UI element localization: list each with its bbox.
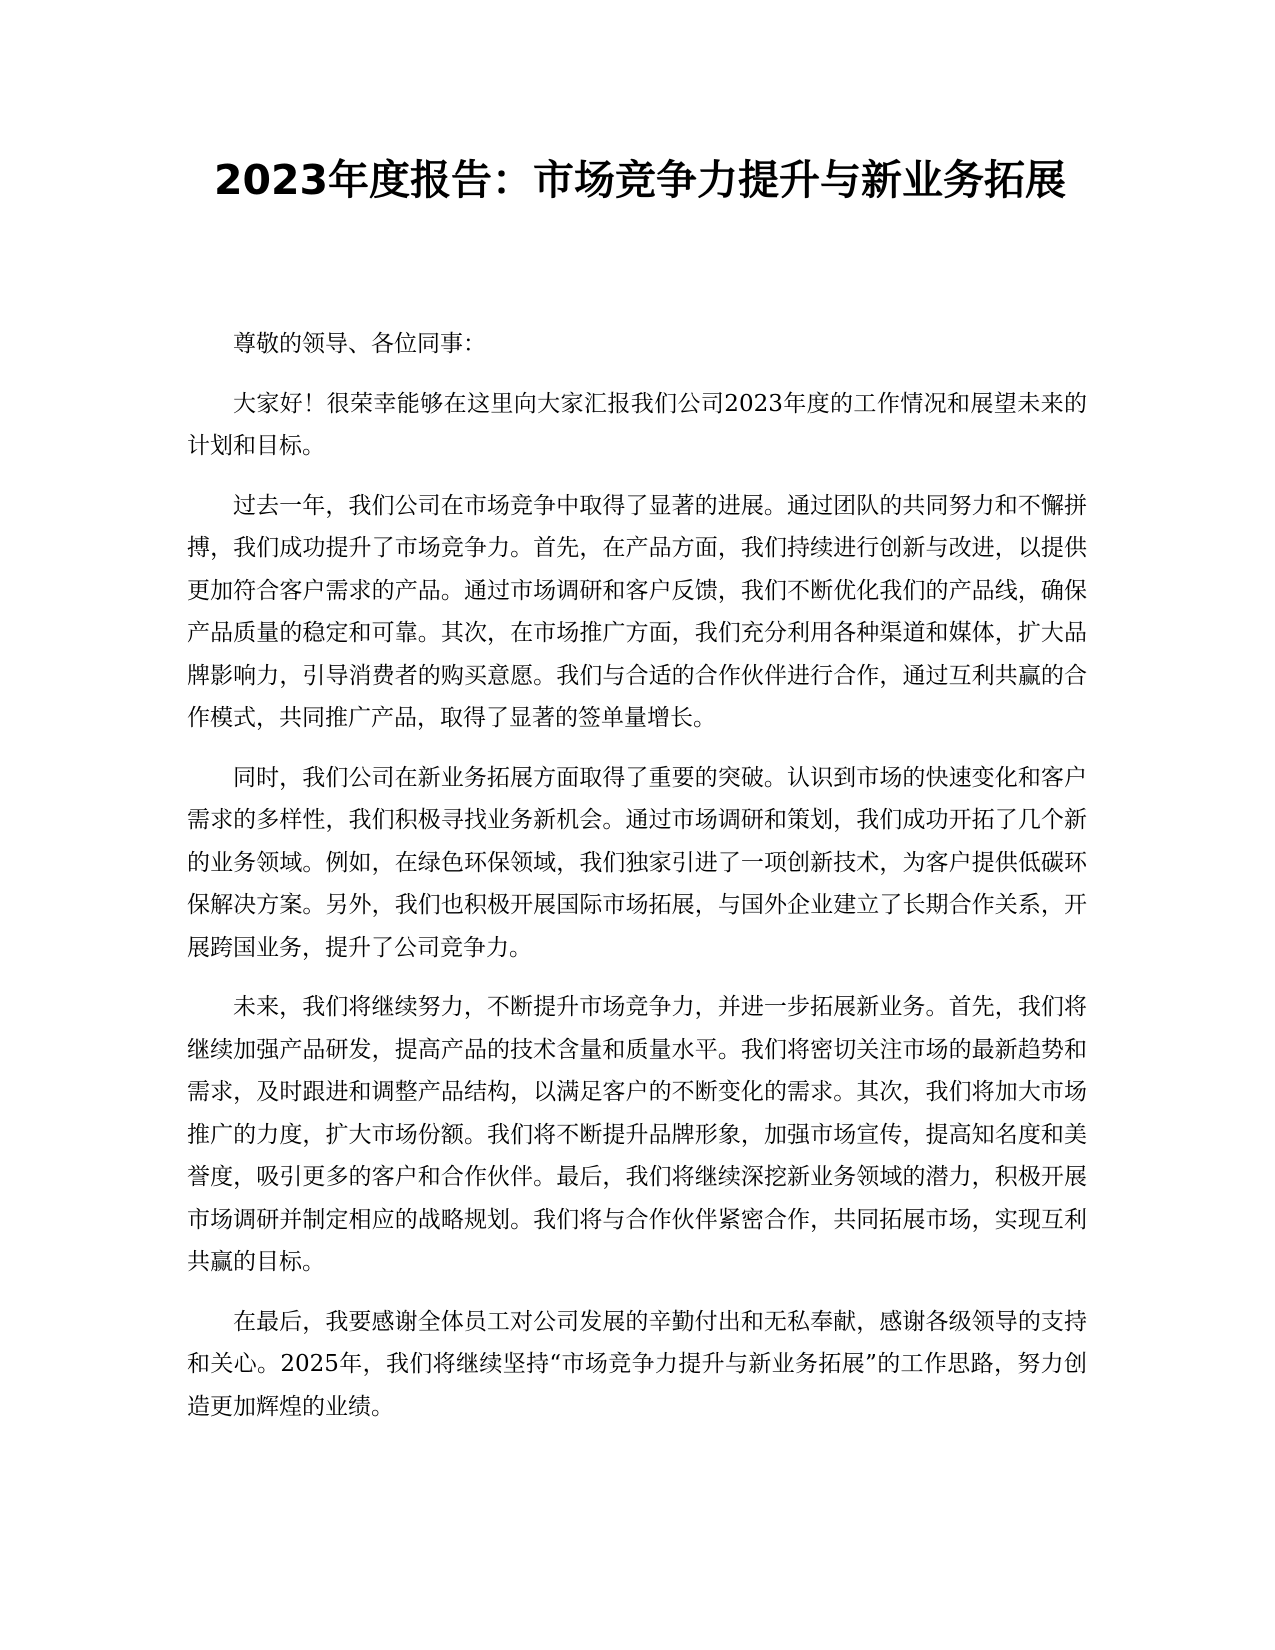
paragraph-closing: 在最后，我要感谢全体员工对公司发展的辛勤付出和无私奉献，感谢各级领导的支持和关心。2025年，我们将继续坚持“市场竞争力提升与新业务拓展”的工作思路，努力创造更加辉煌的业绩。 bbox=[187, 1308, 1087, 1420]
paragraph-past-year: 过去一年，我们公司在市场竞争中取得了显著的进展。通过团队的共同努力和不懈拼搏，我们成功提升了市场竞争力。首先，在产品方面，我们持续进行创新与改进，以提供更加符合客户需求的产品。通过市场调研和客户反馈，我们不断优化我们的产品线，确保产品质量的稳定和可靠。其次，在市场推广方面，我们充分利用各种渠道和媒体，扩大品牌影响力，引导消费者的购买意愿。我们与合适的合作伙伴进行合作，通过互利共赢的合作模式，共同推广产品，取得了显著的签单量增长。 bbox=[187, 492, 1087, 731]
paragraph-greeting: 大家好！很荣幸能够在这里向大家汇报我们公司2023年度的工作情况和展望未来的计划和目标。 bbox=[187, 390, 1087, 459]
paragraph-future-plans: 未来，我们将继续努力，不断提升市场竞争力，并进一步拓展新业务。首先，我们将继续加强产品研发，提高产品的技术含量和质量水平。我们将密切关注市场的最新趋势和需求，及时跟进和调整产品结构，以满足客户的不断变化的需求。其次，我们将加大市场推广的力度，扩大市场份额。我们将不断提升品牌形象，加强市场宣传，提高知名度和美誉度，吸引更多的客户和合作伙伴。最后，我们将继续深挖新业务领域的潜力，积极开展市场调研并制定相应的战略规划。我们将与合作伙伴紧密合作，共同拓展市场，实现互利共赢的目标。 bbox=[187, 994, 1087, 1275]
paragraph-salutation: 尊敬的领导、各位同事： bbox=[233, 331, 486, 357]
document-title: 2023年度报告：市场竞争力提升与新业务拓展 bbox=[213, 156, 1067, 204]
paragraph-new-business: 同时，我们公司在新业务拓展方面取得了重要的突破。认识到市场的快速变化和客户需求的多样性，我们积极寻找业务新机会。通过市场调研和策划，我们成功开拓了几个新的业务领域。例如，在绿色环保领域，我们独家引进了一项创新技术，为客户提供低碳环保解决方案。另外，我们也积极开展国际市场拓展，与国外企业建立了长期合作关系，开展跨国业务，提升了公司竞争力。 bbox=[187, 764, 1087, 961]
document-body bbox=[187, 323, 1087, 1445]
